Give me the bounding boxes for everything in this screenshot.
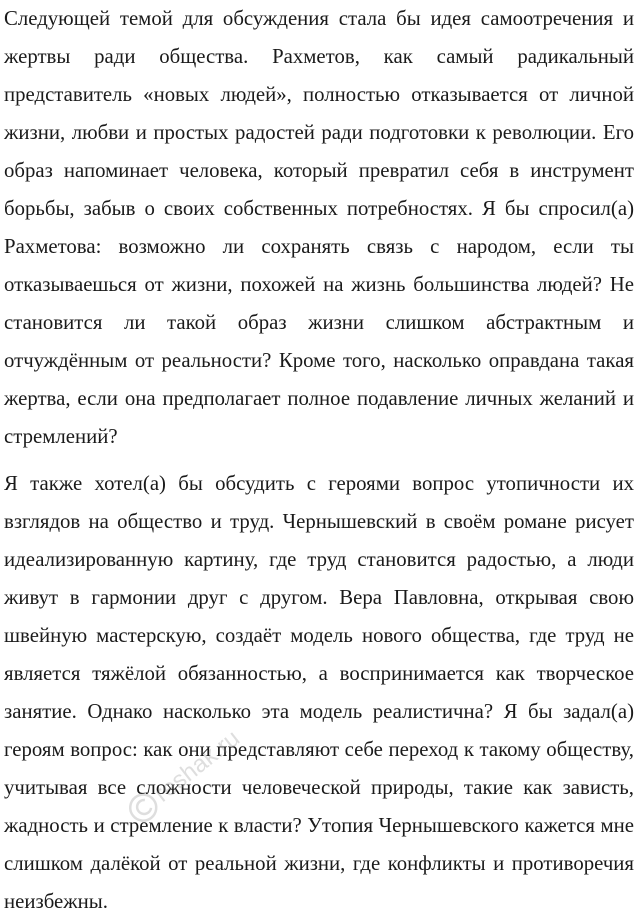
- paragraph-2: Я также хотел(а) бы обсудить с героями вопрос утопичности их взглядов на общество и труд. Чернышевский в своём романе рисует идеализированную картину, где труд становится радостью, а люди живут в гармонии друг с другом. Вера Павловна, открывая свою швейную мастерскую, создаёт модель нового общества, где труд не является тяжёлой обязанностью, а воспринимается как творческое занятие. Однако насколько эта модель реалистична? Я бы задал(а) героям вопрос: как они представляют себе переход к такому обществу, учитывая все сложности человеческой природы, такие как зависть, жадность и стремление к власти? Утопия Чернышевского кажется мне слишком далёкой от реальной жизни, где конфликты и противоречия неизбежны.: [4, 472, 634, 913]
- document-body: [4, 0, 634, 921]
- watermark-text: reshak.ru: [149, 724, 245, 808]
- paragraph-1: Следующей темой для обсуждения стала бы идея самоотречения и жертвы ради общества. Рахметов, как самый радикальный представитель «новых людей», полностью отказывается от личной жизни, любви и простых радостей ради подготовки к революции. Его образ напоминает человека, который превратил себя в инструмент борьбы, забыв о своих собственных потребностях. Я бы спросил(а) Рахметова: возможно ли сохранять связь с народом, если ты отказываешься от жизни, похожей на жизнь большинства людей? Не становится ли такой образ жизни слишком абстрактным и отчуждённым от реальности? Кроме того, насколько оправдана такая жертва, если она предполагает полное подавление личных желаний и стремлений?: [4, 7, 634, 448]
